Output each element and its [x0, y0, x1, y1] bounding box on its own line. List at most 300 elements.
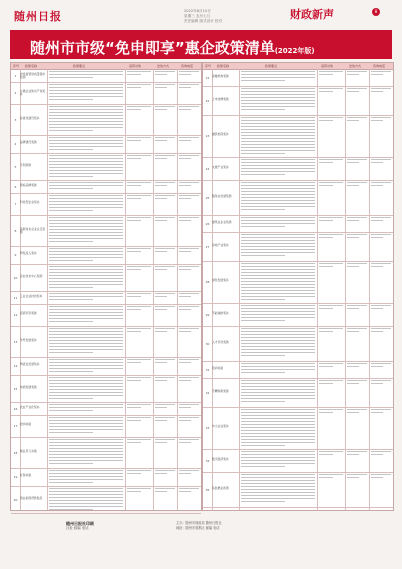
fine-print-line: [371, 182, 391, 183]
fine-print-line: [241, 223, 315, 224]
table-row: [11, 375, 201, 403]
fine-print-line: [155, 266, 175, 267]
newspaper-logo: 随州日报: [14, 10, 62, 23]
fine-print-line: [155, 404, 175, 405]
row-number: 9: [14, 253, 17, 257]
policy-name: 社保补贴: [20, 473, 32, 477]
fine-print-line: [49, 112, 123, 113]
fine-print-line: [127, 137, 151, 138]
fine-print-line: [127, 407, 141, 408]
fine-print-line: [241, 80, 285, 81]
fine-print-line: [241, 243, 315, 244]
table-row: [11, 291, 201, 305]
banner-title: [30, 37, 315, 58]
fine-print-line: [49, 188, 93, 189]
fine-print-line: [49, 195, 123, 196]
table-rows: [203, 69, 393, 510]
fine-print-line: [319, 217, 343, 218]
fine-print-line: [319, 363, 343, 364]
policy-name: 绿色发展奖补: [212, 278, 229, 282]
fine-print-line: [241, 117, 315, 118]
fine-print-line: [241, 320, 285, 321]
fine-print-line: [49, 309, 123, 310]
policy-name: 数字经济奖补: [212, 456, 229, 461]
fine-print-line: [241, 71, 315, 72]
fine-print-line: [241, 135, 315, 136]
fine-print-line: [127, 359, 151, 360]
fine-print-line: [241, 106, 315, 107]
policy-name: 节能减排奖补: [212, 310, 229, 315]
fine-print-line: [241, 398, 315, 399]
row-number: 11: [13, 295, 18, 300]
policy-name: 就业见习补贴: [20, 448, 37, 453]
fine-print-line: [127, 74, 141, 75]
fine-print-line: [155, 248, 175, 249]
fine-print-line: [241, 395, 315, 396]
table-row: [203, 232, 393, 262]
fine-print-line: [179, 417, 199, 418]
fine-print-line: [241, 418, 315, 419]
fine-print-line: [241, 454, 315, 455]
row-number: 28: [205, 280, 210, 284]
table-row: [203, 86, 393, 116]
header-no: 序号: [13, 64, 20, 68]
fine-print-line: [127, 269, 141, 270]
row-number: 24: [205, 166, 210, 171]
fine-print-line: [241, 150, 315, 151]
policy-name: 融资担保奖补: [212, 132, 229, 136]
fine-print-line: [49, 146, 123, 147]
row-number: 10: [13, 275, 18, 280]
fine-print-line: [319, 91, 333, 92]
fine-print-line: [241, 188, 315, 189]
fine-print-line: [241, 194, 315, 195]
fine-print-line: [347, 305, 367, 306]
fine-print-line: [241, 445, 285, 446]
row-number: 30: [205, 341, 210, 346]
fine-print-line: [241, 284, 315, 285]
fine-print-line: [371, 220, 383, 221]
fine-print-line: [241, 317, 315, 318]
fine-print-line: [49, 398, 93, 399]
row-number: 35: [205, 487, 210, 492]
fine-print-line: [347, 117, 367, 118]
fine-print-line: [127, 140, 141, 141]
fine-print-line: [155, 87, 167, 88]
fine-print-line: [371, 380, 391, 381]
fine-print-line: [241, 328, 315, 329]
fine-print-line: [241, 415, 315, 416]
fine-print-line: [49, 77, 93, 78]
fine-print-line: [49, 269, 123, 270]
fine-print-line: [127, 106, 151, 107]
fine-print-line: [241, 460, 315, 461]
fine-print-line: [49, 232, 123, 233]
fine-print-line: [241, 220, 315, 221]
table-row: [11, 193, 201, 216]
fine-print-line: [241, 263, 315, 264]
fine-print-line: [49, 432, 93, 433]
banner-year: (2022年版): [274, 47, 315, 55]
fine-print-line: [347, 474, 367, 475]
fine-print-line: [49, 281, 123, 282]
fine-print-line: [49, 380, 123, 381]
fine-print-line: [49, 223, 123, 224]
fine-print-line: [241, 352, 315, 353]
fine-print-line: [241, 412, 315, 413]
fine-print-line: [49, 334, 123, 335]
fine-print-line: [347, 451, 367, 452]
fine-print-line: [49, 155, 123, 156]
fine-print-line: [241, 463, 315, 464]
fine-print-line: [241, 120, 315, 121]
fine-print-line: [241, 340, 315, 341]
fine-print-line: [371, 91, 383, 92]
fine-print-line: [241, 337, 315, 338]
fine-print-line: [371, 383, 383, 384]
fine-print-line: [371, 71, 391, 72]
fine-print-line: [155, 109, 167, 110]
fine-print-line: [49, 161, 123, 162]
header-no: 序号: [205, 64, 212, 68]
fine-print-line: [371, 237, 383, 238]
fine-print-line: [155, 137, 175, 138]
fine-print-line: [241, 129, 315, 130]
fine-print-line: [241, 346, 315, 347]
table-row: [11, 104, 201, 136]
fine-print-line: [241, 296, 315, 297]
fine-print-line: [371, 162, 383, 163]
fine-print-line: [49, 392, 123, 393]
fine-print-line: [155, 359, 175, 360]
fine-print-line: [179, 248, 199, 249]
fine-print-line: [371, 263, 391, 264]
table-row: [203, 449, 393, 473]
fine-print-line: [49, 318, 123, 319]
fine-print-line: [49, 410, 93, 411]
fine-print-line: [319, 308, 333, 309]
footer-contact: 社址 邮编 电话: [66, 526, 89, 530]
fine-print-line: [179, 442, 191, 443]
fine-print-line: [241, 380, 315, 381]
fine-print-line: [319, 159, 343, 160]
fine-print-line: [241, 275, 315, 276]
fine-print-line: [49, 506, 123, 507]
fine-print-line: [241, 147, 315, 148]
fine-print-line: [155, 420, 167, 421]
table-row: [203, 261, 393, 304]
fine-print-line: [179, 137, 199, 138]
fine-print-line: [49, 198, 123, 199]
fine-print-line: [155, 380, 167, 381]
fine-print-line: [241, 174, 285, 175]
table-row: [11, 264, 201, 292]
fine-print-line: [49, 420, 123, 421]
fine-print-line: [371, 305, 391, 306]
table-row: [11, 82, 201, 105]
policy-name: 专精特新奖励: [212, 388, 229, 393]
fine-print-line: [49, 407, 123, 408]
fine-print-line: [179, 74, 191, 75]
fine-print-line: [49, 287, 93, 288]
fine-print-line: [241, 206, 315, 207]
fine-print-line: [241, 372, 285, 373]
fine-print-line: [319, 120, 333, 121]
footer-line: 主办：随州市财政局 随州日报社: [176, 521, 222, 525]
footer-left: [66, 521, 94, 531]
fine-print-line: [241, 495, 315, 496]
fine-print-line: [179, 420, 191, 421]
fine-print-line: [49, 93, 123, 94]
policy-name: 物流业发展奖补: [20, 362, 40, 366]
row-number: 29: [205, 312, 210, 317]
fine-print-line: [371, 454, 383, 455]
fine-print-line: [241, 427, 315, 428]
date-line: 责任编辑 版式设计 校对: [184, 19, 223, 23]
fine-print-line: [347, 409, 367, 410]
fine-print-line: [319, 380, 343, 381]
fine-print-line: [241, 492, 315, 493]
fine-print-line: [241, 477, 315, 478]
row-number: 6: [14, 184, 17, 189]
fine-print-line: [49, 494, 123, 495]
policy-name: 建筑业企业奖励: [212, 219, 232, 224]
header-content: 政策要点: [265, 64, 278, 68]
table-row: [203, 215, 393, 233]
fine-print-line: [127, 470, 151, 471]
fine-print-line: [49, 451, 123, 452]
fine-print-line: [127, 488, 151, 489]
fine-print-line: [155, 488, 175, 489]
fine-print-line: [347, 366, 359, 367]
fine-print-line: [319, 74, 333, 75]
fine-print-line: [241, 88, 315, 89]
fine-print-line: [347, 477, 359, 478]
fine-print-line: [241, 363, 315, 364]
table-row: [11, 357, 201, 376]
fine-print-line: [155, 185, 167, 186]
date-line: 星期三 农历七月: [184, 14, 211, 18]
row-number: 17: [13, 424, 18, 428]
fine-print-line: [371, 474, 391, 475]
fine-print-line: [49, 328, 123, 329]
fine-print-line: [49, 127, 123, 128]
fine-print-line: [127, 473, 141, 474]
table-row: [203, 326, 393, 362]
fine-print-line: [49, 479, 123, 480]
fine-print-line: [347, 363, 367, 364]
fine-print-line: [49, 226, 123, 227]
fine-print-line: [49, 454, 123, 455]
fine-print-line: [319, 266, 333, 267]
row-number: 21: [205, 75, 210, 80]
fine-print-line: [127, 439, 151, 440]
fine-print-line: [347, 237, 359, 238]
row-number: 16: [13, 406, 18, 411]
fine-print-line: [155, 470, 175, 471]
fine-print-line: [49, 176, 93, 177]
fine-print-line: [155, 269, 167, 270]
table-row: [203, 303, 393, 327]
header-name: 政策名称: [25, 64, 38, 68]
fine-print-line: [319, 237, 333, 238]
fine-print-line: [49, 284, 123, 285]
fine-print-line: [179, 158, 191, 159]
row-number: 3: [14, 117, 17, 122]
row-number: 22: [205, 98, 210, 103]
table-row: [11, 215, 201, 247]
fine-print-line: [49, 210, 93, 211]
fine-print-line: [49, 509, 93, 510]
header-target: 适用对象: [321, 64, 334, 68]
policy-name: 高新技术企业认定奖励: [20, 226, 46, 234]
fine-print-line: [241, 123, 315, 124]
fine-print-line: [241, 203, 315, 204]
fine-print-line: [49, 229, 123, 230]
fine-print-line: [241, 138, 315, 139]
fine-print-line: [241, 311, 315, 312]
fine-print-line: [49, 389, 123, 390]
fine-print-line: [155, 442, 167, 443]
policy-name: 标准化建设奖补: [20, 115, 40, 120]
policy-name: 上市挂牌奖励: [212, 96, 229, 101]
fine-print-line: [155, 309, 167, 310]
fine-print-line: [241, 126, 315, 127]
fine-print-line: [241, 389, 315, 390]
fine-print-line: [49, 337, 123, 338]
fine-print-line: [127, 420, 141, 421]
fine-print-line: [241, 226, 285, 227]
footer-line: 地址：随州市曾都区 邮编 电话: [176, 526, 220, 530]
fine-print-line: [179, 251, 191, 252]
fine-print-line: [241, 240, 315, 241]
fine-print-line: [347, 380, 367, 381]
fine-print-line: [49, 260, 93, 261]
fine-print-line: [127, 155, 151, 156]
fine-print-line: [49, 426, 123, 427]
fine-print-line: [127, 328, 151, 329]
fine-print-line: [49, 503, 123, 504]
fine-print-line: [179, 269, 191, 270]
fine-print-line: [241, 97, 315, 98]
fine-print-line: [241, 255, 285, 256]
row-number: 2: [14, 91, 17, 95]
fine-print-line: [49, 404, 123, 405]
fine-print-line: [49, 170, 123, 171]
fine-print-line: [49, 130, 93, 131]
header-phone: 咨询电话: [181, 64, 194, 68]
header-target: 适用对象: [129, 64, 142, 68]
fine-print-line: [241, 433, 315, 434]
fine-print-line: [241, 100, 315, 101]
fine-print-line: [49, 251, 123, 252]
table-row: [11, 468, 201, 487]
fine-print-line: [49, 96, 123, 97]
fine-print-line: [241, 287, 315, 288]
fine-print-line: [127, 220, 141, 221]
fine-print-line: [49, 158, 123, 159]
table-row: [203, 180, 393, 216]
fine-print-line: [241, 457, 315, 458]
fine-print-line: [49, 365, 123, 366]
fine-print-line: [241, 486, 315, 487]
fine-print-line: [241, 366, 315, 367]
row-number: 13: [13, 339, 18, 344]
policy-name: 金融机构奖励: [212, 73, 229, 78]
fine-print-line: [241, 466, 285, 467]
fine-print-line: [371, 185, 383, 186]
fine-print-line: [241, 94, 315, 95]
fine-print-line: [49, 140, 123, 141]
fine-print-line: [49, 445, 123, 446]
fine-print-line: [49, 275, 123, 276]
fine-print-line: [241, 197, 315, 198]
fine-print-line: [179, 309, 191, 310]
fine-print-line: [49, 377, 123, 378]
fine-print-line: [49, 439, 123, 440]
fine-print-line: [319, 412, 333, 413]
fine-print-line: [49, 254, 123, 255]
fine-print-line: [347, 71, 367, 72]
policy-name: 稳岗补贴: [20, 422, 32, 426]
row-number: 8: [14, 228, 17, 233]
fine-print-line: [179, 293, 199, 294]
header-method: 发放方式: [349, 64, 362, 68]
policy-name: 农业产业化奖补: [20, 404, 40, 409]
fine-print-line: [49, 442, 123, 443]
fine-print-line: [241, 109, 285, 110]
footer-paper: 随州日报社印刷: [66, 521, 94, 526]
fine-print-line: [319, 383, 333, 384]
fine-print-line: [319, 88, 343, 89]
fine-print-line: [371, 363, 391, 364]
fine-print-line: [49, 470, 123, 471]
fine-print-line: [241, 182, 315, 183]
fine-print-line: [49, 90, 123, 91]
fine-print-line: [49, 164, 123, 165]
fine-print-line: [155, 195, 175, 196]
fine-print-line: [371, 451, 391, 452]
fine-print-line: [155, 155, 175, 156]
fine-print-line: [241, 103, 315, 104]
fine-print-line: [155, 182, 175, 183]
fine-print-line: [241, 74, 315, 75]
policy-name: 专利资助: [20, 162, 32, 167]
fine-print-line: [127, 362, 141, 363]
fine-print-line: [347, 412, 359, 413]
fine-print-line: [155, 106, 175, 107]
fine-print-line: [49, 395, 123, 396]
fine-print-line: [49, 359, 123, 360]
policy-name: 小微企业知识产权奖补: [20, 89, 46, 97]
fine-print-line: [49, 362, 123, 363]
fine-print-line: [241, 171, 315, 172]
fine-print-line: [127, 306, 151, 307]
fine-print-line: [49, 448, 123, 449]
fine-print-line: [179, 266, 199, 267]
fine-print-line: [241, 439, 315, 440]
fine-print-line: [241, 272, 315, 273]
fine-print-line: [347, 331, 359, 332]
fine-print-line: [179, 470, 199, 471]
fine-print-line: [371, 328, 391, 329]
fine-print-line: [49, 346, 123, 347]
fine-print-line: [49, 331, 123, 332]
fine-print-line: [347, 217, 367, 218]
fine-print-line: [155, 293, 175, 294]
fine-print-line: [179, 182, 199, 183]
fine-print-line: [49, 115, 123, 116]
